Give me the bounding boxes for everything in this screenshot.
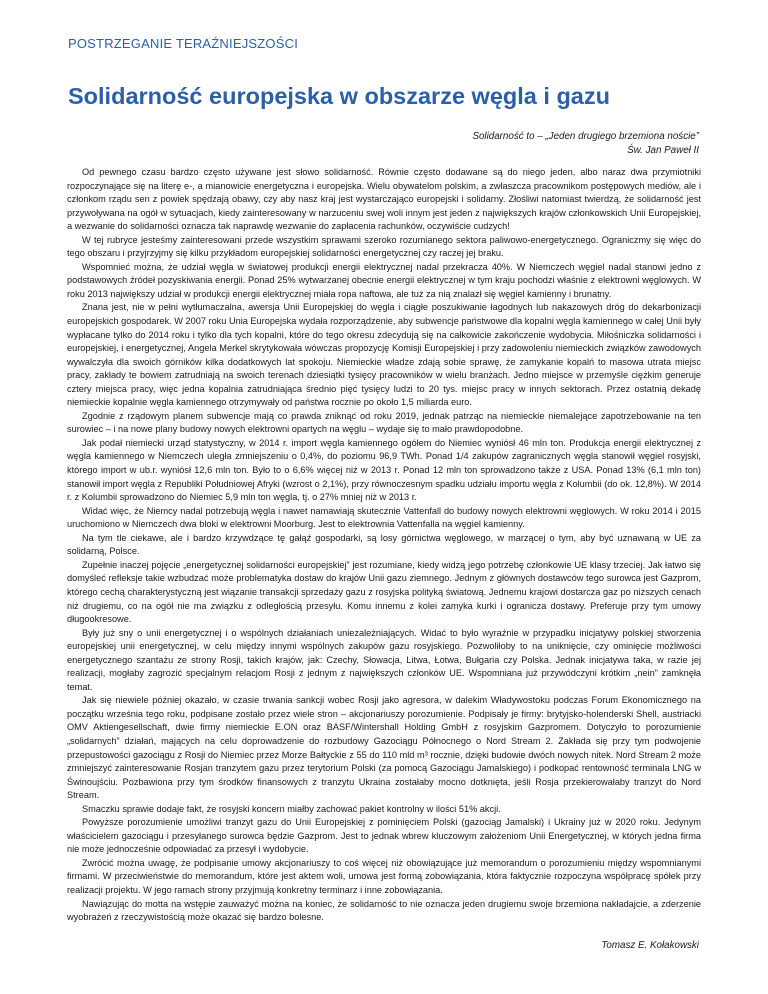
paragraph: Nawiązując do motta na wstępie zauważyć można na koniec, że solidarność to nie oznacza jeden drugiemu swoje brzemiona nakładajcie, a zderzenie wyobrażeń z rzeczywistością może okazać się bardzo bolesne.	[67, 898, 701, 923]
paragraph: W tej rubryce jesteśmy zainteresowani przede wszystkim sprawami szeroko rozumianego sektora paliwowo-energetycznego. Ograniczmy się więc do tego obszaru i przyjrzyjmy się kilku przykładom europejskiej solidarności energetycznej czy raczej jej braku.	[67, 234, 701, 259]
paragraph: Jak się niewiele później okazało, w czasie trwania sankcji wobec Rosji jako agresora, w dalekim Władywostoku podczas Forum Ekonomicznego na początku września tego roku, podpisane zostało przez wiele stron – akcjonariuszy porozumienie. Podpisały je firmy: brytyjsko-holenderski Shell, austriacki OMV Aktiengesellschaft, dwie firmy niemieckie E.ON oraz BASF/Wintershall Holding GmbH z rosyjskim Gazpromem. Dotyczyło to porozumienie „solidarnych” działań, mających na celu doprowadzenie do rozbudowy Gazociągu Północnego o Nord Stream 2. Zakłada się przy tym podwojenie przepustowości gazociągu z Rosji do Niemiec przez Morze Bałtyckie z 55 do 110 mld m³ rocznie, dzięki budowie dwóch nowych nitek. Nord Stream 2 może zmniejszyć zainteresowanie Rosjan tranzytem gazu przez terytorium Polski (za pomocą Gazociągu Jamalskiego) i podkopać rentowność terminala LNG w Świnoujściu. Pozbawiona przy tym środków finansowych z tranzytu Ukraina zostałaby mocno dotknięta, jeśli Rosja przekierowałaby tranzyt do Nord Stream.	[67, 695, 701, 801]
paragraph: Od pewnego czasu bardzo często używane jest słowo solidarność. Równie często dodawane są do niego jeden, albo naraz dwa przymiotniki rozpoczynające się na literę e-, a mianowicie energetyczna i europejska. Wielu obywatelom polskim, a zwłaszcza pracownikom postępowych mediów, ale i członkom rządu sen z powiek spędzają obawy, czy aby nasz kraj jest wystarczająco europejski i solidarny. Złośliwi natomiast twierdzą, że solidarność jest przywoływana na ogół w sytuacjach, kiedy zainteresowany w narzuceniu swej woli innym jest jeden z największych krajów członkowskich Unii Europejskiej, a wezwanie do solidarności oznacza tak naprawdę wezwanie do zapłacenia rachunków, oczywiście cudzych!	[67, 167, 701, 232]
motto-quote: Solidarność to – „Jeden drugiego brzemiona noście”	[472, 131, 699, 142]
paragraph: Powyższe porozumienie umożliwi tranzyt gazu do Unii Europejskiej z pominięciem Polski (gazociąg Jamalski) i Ukrainy już w 2020 roku. Jedynym właścicielem gazociągu i przesyłanego surowca będzie Gazprom. Jest to jednak wbrew kluczowym założeniom Unii Energetycznej, w których jedna firma nie może jednocześnie odpowiadać za przesył i wydobycie.	[67, 817, 701, 855]
motto-source: Św. Jan Paweł II	[627, 144, 699, 156]
paragraph: Były już sny o unii energetycznej i o wspólnych działaniach uniezależniających. Widać to było wyraźnie w przypadku inicjatywy polskiej stworzenia europejskiej unii energetycznej, w celu między innymi wspólnych zakupów gazu rosyjskiego. Pozwoliłoby to na uniknięcie, czy ominięcie możliwości energetycznego szantażu ze strony Rosji, takich krajów, jak: Czechy, Słowacja, Litwa, Łotwa, Bułgaria czy Polska. Jednak inicjatywa taka, w razie jej realizacji, mogłaby zagrozić specjalnym relacjom Rosji z jednym z największych członków UE. Wspomniana już przywódczyni krótkim „nein” zamknęła temat.	[67, 627, 701, 692]
paragraph: Na tym tle ciekawe, ale i bardzo krzywdzące tę gałąź gospodarki, są losy górnictwa węglowego, w marzącej o tym, aby być uznawaną w UE za solidarną, Polsce.	[67, 532, 701, 557]
article-title: Solidarność europejska w obszarze węgla i gazu	[68, 83, 610, 109]
paragraph: Zupełnie inaczej pojęcie „energetycznej solidarności europejskiej” jest rozumiane, kiedy widzą jego potrzebę członkowie UE klasy trzeciej. Jak łatwo się domyśleć refleksje takie wzbudzać może problematyka dostaw do krajów Unii gazu ziemnego. Jednym z głównych dostawców tego surowca jest Gazprom, którego cechą charakterystyczną jest wiązanie transakcji sprzedaży gazu z rosyjska polityką światową. Jednemu krajowi dostarcza gaz po niższych cenach niż drugiemu, co na ogół nie ma związku z odległością przesyłu. Komu innemu z kolei zamyka kurki i ogranicza dostawy. Preferuje przy tym umowy długookresowe.	[67, 559, 701, 625]
section-label: POSTRZEGANIE TERAŹNIEJSZOŚCI	[68, 36, 299, 51]
author: Tomasz E. Kołakowski	[601, 940, 699, 951]
article-body	[67, 166, 701, 925]
paragraph: Smaczku sprawie dodaje fakt, że rosyjski koncern miałby zachować pakiet kontrolny w ilości 51% akcji.	[82, 803, 501, 814]
paragraph: Widać więc, że Niemcy nadal potrzebują węgla i nawet namawiają skutecznie Vattenfall do budowy nowych elektrowni węglowych. W roku 2014 i 2015 uruchomiono w Niemczech dwa bloki w elektrowni Moorburg. Jest to elektrownia Vattenfalla na węgiel kamienny.	[67, 505, 701, 530]
paragraph: Jak podał niemiecki urząd statystyczny, w 2014 r. import węgla kamiennego ogółem do Niemiec wyniósł 46 mln ton. Produkcja energii elektrycznej z węgla kamiennego w Niemczech uległa zmniejszeniu o 0,4%, do poziomu 96,9 TWh. Ponad 1/4 zakupów zagranicznych węgla stanowił węgiel rosyjski, którego import w ub.r. wyniósł 12,6 mln ton. Było to o 6,6% więcej niż w 2013 r. Ponad 12 mln ton sprowadzono także z USA. Ponad 13% (6,1 mln ton) stanowił import węgla z Republiki Południowej Afryki (wzrost o 2,1%), przy równoczesnym spadku udziału importu węgla z Kolumbii (do ok. 12,8%). W 2014 r. z Kolumbii sprowadzono do Niemiec 5,9 mln ton węgla, tj. o 27% mniej niż w 2013 r.	[67, 437, 701, 503]
paragraph: Zgodnie z rządowym planem subwencje mają co prawda zniknąć od roku 2019, jednak patrząc na niemieckie niemalejące zapotrzebowanie na ten surowiec – i na nowe plany budowy nowych elektrowni opartych na węglu – wydaje się to mało prawdopodobne.	[67, 410, 701, 435]
paragraph: Wspomnieć można, że udział węgla w światowej produkcji energii elektrycznej nadal przekracza 40%. W Niemczech węgiel nadal stanowi jedno z podstawowych źródeł pozyskiwania energii. Ponad 25% wytwarzanej obecnie energii elektrycznej w tym kraju pochodzi właśnie z elektrowni węglowych. W roku 2013 największy udział w produkcji energii elektrycznej miała ropa naftowa, ale tuż za nią znalazł się węgiel kamienny i brunatny.	[67, 261, 701, 299]
paragraph: Znana jest, nie w pełni wytłumaczalna, awersja Unii Europejskiej do węgla i ciągłe poszukiwanie łagodnych lub nakazowych dróg do dekarbonizacji europejskich gospodarek. W 2007 roku Unia Europejska wydała rozporządzenie, aby subwencje państwowe dla kopalni węgla kamiennego w całej Unii były wypłacane tylko do 2014 roku i tylko dla tych kopalni, które do tego okresu zdecydują się na całkowicie zakończenie wydobycia. Miłośniczka solidarności i europejskiej, i energetycznej, Angela Merkel skrytykowała wówczas propozycję Komisji Europejskiej i przy zadowoleniu niemieckich związków zawodowych wywalczyła dla swoich górników kilka dodatkowych lat spokoju. Niemieckie władze zdają sobie sprawę, że zamykanie kopalń to masowa utrata miejsc pracy, zakłady te bowiem zatrudniają na swoich terenach dziesiątki tysięcy pracowników w wielu branżach. Jedno miejsce w przemyśle ciężkim generuje cztery miejsca pracy, więc jedna kopalnia zatrudniająca średnio pięć tysięcy ludzi to 20 tys. miejsc pracy w innych sektorach. Przez ostatnią dekadę niemieckie kopalnie węgla kamiennego otrzymywały od państwa rocznie po około 1,5 miliarda euro.	[67, 302, 701, 408]
paragraph: Zwrócić można uwagę, że podpisanie umowy akcjonariuszy to coś więcej niż obowiązujące już memorandum o porozumieniu między wspomnianymi firmami. W przeciwieństwie do memorandum, które jest aktem woli, umowa jest formą zobowiązania, która faktycznie rozpoczyna współpracę spółek przy realizacji projektu. W jego ramach strony przyjmują konkretny terminarz i inne zobowiązania.	[67, 857, 701, 895]
motto	[472, 130, 699, 157]
